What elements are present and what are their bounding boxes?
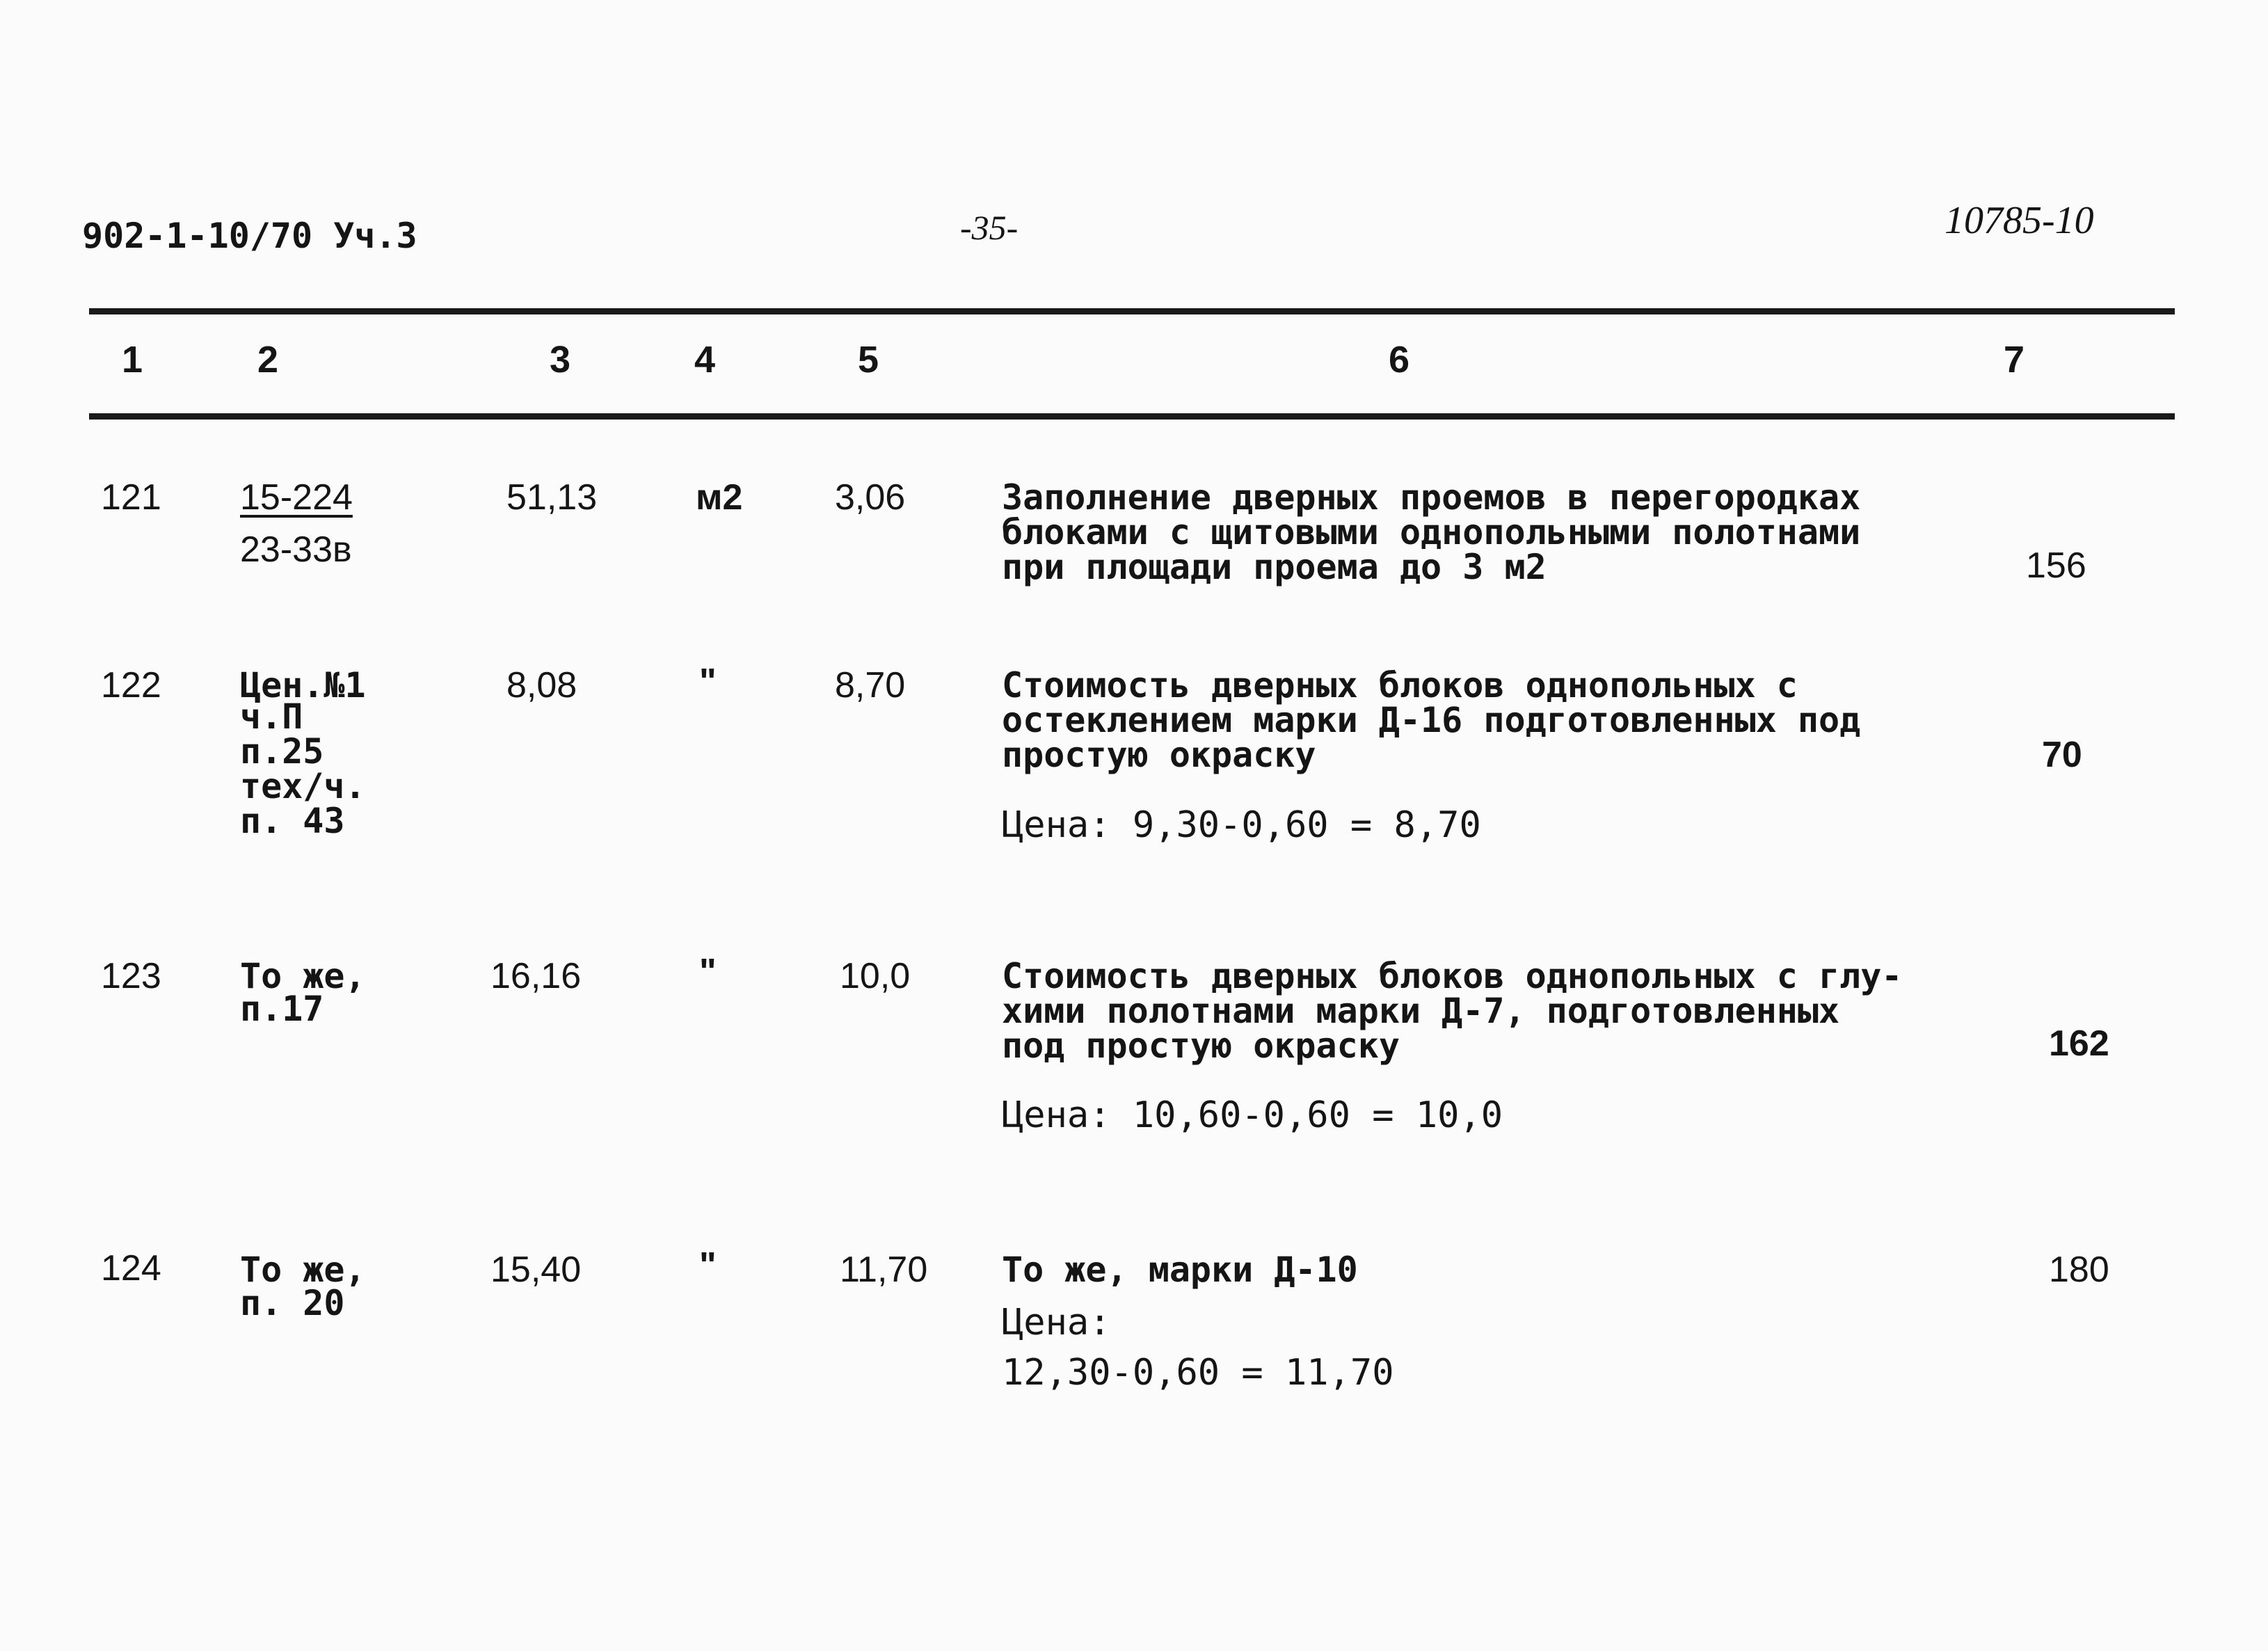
description-line: Стоимость дверных блоков однопольных с глу- xyxy=(1002,956,1903,996)
row-number: 124 xyxy=(101,1248,161,1289)
document-code: 902-1-10/70 Уч.3 xyxy=(82,216,417,256)
price-label: Цена: xyxy=(1002,1302,1111,1343)
quantity: 15,40 xyxy=(490,1250,582,1290)
reference-line: То же, xyxy=(240,956,366,996)
total: 180 xyxy=(2049,1250,2109,1290)
description-line: То же, марки Д-10 xyxy=(1002,1250,1358,1290)
quantity: 51,13 xyxy=(506,477,598,518)
reference-line: Цен.№1 xyxy=(240,665,366,705)
description-line: под простую окраску xyxy=(1002,1026,1400,1066)
column-header-4: 4 xyxy=(694,339,716,381)
row-number: 122 xyxy=(101,665,161,705)
reference-line: п.17 xyxy=(240,989,324,1029)
page-number: -35- xyxy=(960,208,1019,247)
unit-ditto: " xyxy=(699,662,717,702)
reference-line: тех/ч. xyxy=(240,766,366,806)
reference-line: п. 20 xyxy=(240,1283,345,1323)
reference-line: ч.П xyxy=(240,696,303,737)
column-header-1: 1 xyxy=(122,339,143,381)
column-header-5: 5 xyxy=(858,339,879,381)
total: 162 xyxy=(2049,1023,2109,1064)
column-header-2: 2 xyxy=(257,339,279,381)
column-header-7: 7 xyxy=(2004,339,2025,381)
reference-bottom: 23-33в xyxy=(240,529,352,570)
table-header-rule xyxy=(89,413,2175,420)
reference-line: п. 43 xyxy=(240,801,345,841)
description-line: Заполнение дверных проемов в перегородках xyxy=(1002,477,1861,518)
reference-top: 15-224 xyxy=(240,477,353,518)
row-number: 123 xyxy=(101,956,161,996)
quantity: 8,08 xyxy=(506,665,577,705)
table-top-rule xyxy=(89,308,2175,314)
description-line: простую окраску xyxy=(1002,735,1316,775)
description-line: Стоимость дверных блоков однопольных с xyxy=(1002,665,1798,705)
description-line: остеклением марки Д-16 подготовленных под xyxy=(1002,700,1861,740)
description-line: при площади проема до 3 м2 xyxy=(1002,547,1547,587)
unit: м2 xyxy=(696,477,743,518)
column-header-6: 6 xyxy=(1389,339,1410,381)
price-calculation: Цена: 9,30-0,60 = 8,70 xyxy=(1002,804,1481,846)
row-number: 121 xyxy=(101,477,161,518)
price-calculation: Цена: 10,60-0,60 = 10,0 xyxy=(1002,1094,1503,1136)
unit-ditto: " xyxy=(699,1245,717,1286)
quantity: 16,16 xyxy=(490,956,582,996)
total: 70 xyxy=(2042,735,2082,775)
reference-line: п.25 xyxy=(240,731,324,772)
column-header-3: 3 xyxy=(550,339,571,381)
unit-price: 8,70 xyxy=(835,665,906,705)
description-line: блоками с щитовыми однопольными полотнами xyxy=(1002,512,1861,552)
total: 156 xyxy=(2026,545,2086,586)
unit-price: 10,0 xyxy=(840,956,911,996)
description-line: хими полотнами марки Д-7, подготовленных xyxy=(1002,991,1840,1031)
unit-price: 11,70 xyxy=(840,1250,928,1290)
price-calculation: 12,30-0,60 = 11,70 xyxy=(1002,1352,1394,1394)
unit-ditto: " xyxy=(699,952,717,992)
sheet-code: 10785-10 xyxy=(1944,199,2094,242)
unit-price: 3,06 xyxy=(835,477,906,518)
reference-line: То же, xyxy=(240,1250,366,1290)
